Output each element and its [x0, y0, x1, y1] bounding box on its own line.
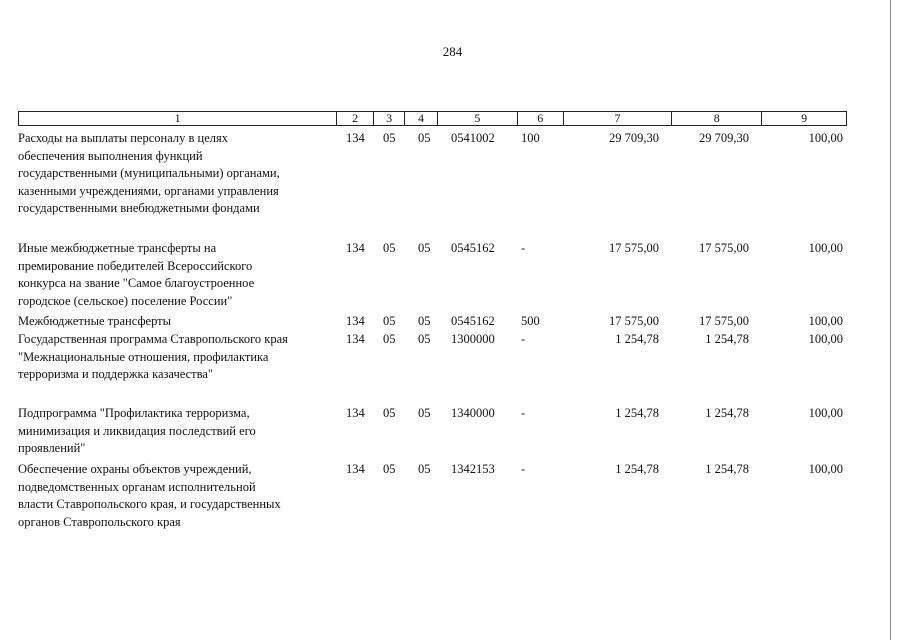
header-col-9: 9	[801, 111, 808, 125]
cell-section: 05	[383, 406, 396, 420]
cell-target-article: 0545162	[451, 241, 495, 255]
cell-col-7: 1 254,78	[615, 406, 659, 420]
row-name-line: органов Ставропольского края	[18, 514, 181, 529]
row-name-line: государственными (муниципальными) органами,	[18, 166, 280, 180]
row-name-line: терроризма и поддержка казачества"	[18, 367, 214, 381]
row-name-line: городское (сельское) поселение России"	[18, 293, 233, 308]
cell-col-9: 100,00	[808, 462, 843, 476]
row-name-line: Иные межбюджетные трансферты на	[18, 241, 217, 255]
row-name-line: Подпрограмма "Профилактика терроризма,	[18, 406, 250, 420]
row-name-line: Расходы на выплаты персоналу в целях	[18, 131, 228, 145]
row-name-line: Межбюджетные трансферты	[18, 314, 172, 328]
row-name-line: "Межнациональные отношения, профилактика	[18, 349, 269, 364]
cell-subsection: 05	[418, 462, 431, 476]
cell-target-article: 1300000	[451, 332, 495, 346]
cell-subsection: 05	[418, 314, 431, 328]
cell-expense-type: -	[521, 406, 526, 420]
row-name-line: власти Ставропольского края, и государственных	[18, 497, 281, 511]
cell-col-8: 1 254,78	[705, 462, 749, 476]
cell-col-8: 1 254,78	[705, 332, 749, 346]
cell-col-9: 100,00	[808, 406, 843, 420]
row-name-line: проявлений"	[18, 441, 86, 455]
cell-col-7: 1 254,78	[615, 462, 659, 476]
cell-col-8: 1 254,78	[705, 406, 749, 420]
page-edge-line	[890, 0, 891, 640]
row-name-line: Государственная программа Ставропольского края	[18, 332, 288, 346]
cell-ministry: 134	[346, 332, 365, 346]
cell-subsection: 05	[418, 406, 431, 420]
page-number: 284	[442, 44, 463, 59]
row-name-line: казенными учреждениями, органами управления	[18, 183, 279, 198]
cell-section: 05	[383, 314, 396, 328]
cell-col-8: 17 575,00	[699, 314, 749, 328]
row-name	[18, 240, 334, 310]
row-name	[18, 461, 334, 531]
cell-ministry: 134	[346, 406, 365, 420]
header-col-4: 4	[405, 112, 438, 125]
header-col-2: 2	[337, 112, 374, 125]
cell-col-9: 100,00	[808, 241, 843, 255]
cell-ministry: 134	[346, 241, 365, 255]
cell-target-article: 0541002	[451, 131, 495, 145]
cell-target-article: 0545162	[451, 314, 495, 328]
header-col-1: 1	[19, 112, 337, 125]
cell-subsection: 05	[418, 131, 431, 145]
cell-col-8: 17 575,00	[699, 241, 749, 255]
header-col-8: 8	[672, 112, 762, 125]
cell-section: 05	[383, 332, 396, 346]
cell-col-7: 1 254,78	[615, 332, 659, 346]
row-name	[18, 313, 334, 331]
cell-ministry: 134	[346, 314, 365, 328]
cell-expense-type: -	[521, 462, 526, 476]
cell-section: 05	[383, 241, 396, 255]
header-col-3: 3	[374, 112, 405, 125]
row-name	[18, 130, 334, 218]
row-name	[18, 405, 334, 458]
cell-col-7: 29 709,30	[609, 131, 659, 145]
header-col-7: 7	[564, 112, 673, 125]
header-col-5: 5	[438, 112, 518, 125]
cell-col-7: 17 575,00	[609, 241, 659, 255]
cell-expense-type: 100	[521, 131, 540, 145]
cell-target-article: 1342153	[451, 462, 495, 476]
cell-expense-type: -	[521, 332, 526, 346]
row-name-line: минимизация и ликвидация последствий его	[18, 423, 256, 438]
cell-col-8: 29 709,30	[699, 131, 749, 145]
row-name-line: конкурса на звание "Самое благоустроенное	[18, 276, 255, 290]
cell-subsection: 05	[418, 332, 431, 346]
cell-target-article: 1340000	[451, 406, 495, 420]
row-name-line: подведомственных органам исполнительной	[18, 479, 256, 494]
cell-col-9: 100,00	[808, 332, 843, 346]
row-name-line: Обеспечение охраны объектов учреждений,	[18, 462, 252, 476]
cell-expense-type: -	[521, 241, 526, 255]
cell-section: 05	[383, 462, 396, 476]
cell-col-7: 17 575,00	[609, 314, 659, 328]
header-col-6: 6	[518, 112, 564, 125]
cell-col-9: 100,00	[808, 131, 843, 145]
row-name	[18, 331, 334, 384]
row-name-line: премирование победителей Всероссийского	[18, 258, 253, 273]
cell-ministry: 134	[346, 131, 365, 145]
row-name-line: государственными внебюджетными фондами	[18, 201, 260, 215]
cell-expense-type: 500	[521, 314, 540, 328]
cell-subsection: 05	[418, 241, 431, 255]
cell-ministry: 134	[346, 462, 365, 476]
cell-section: 05	[383, 131, 396, 145]
cell-col-9: 100,00	[808, 314, 843, 328]
row-name-line: обеспечения выполнения функций	[18, 148, 203, 163]
table-header	[18, 111, 847, 126]
